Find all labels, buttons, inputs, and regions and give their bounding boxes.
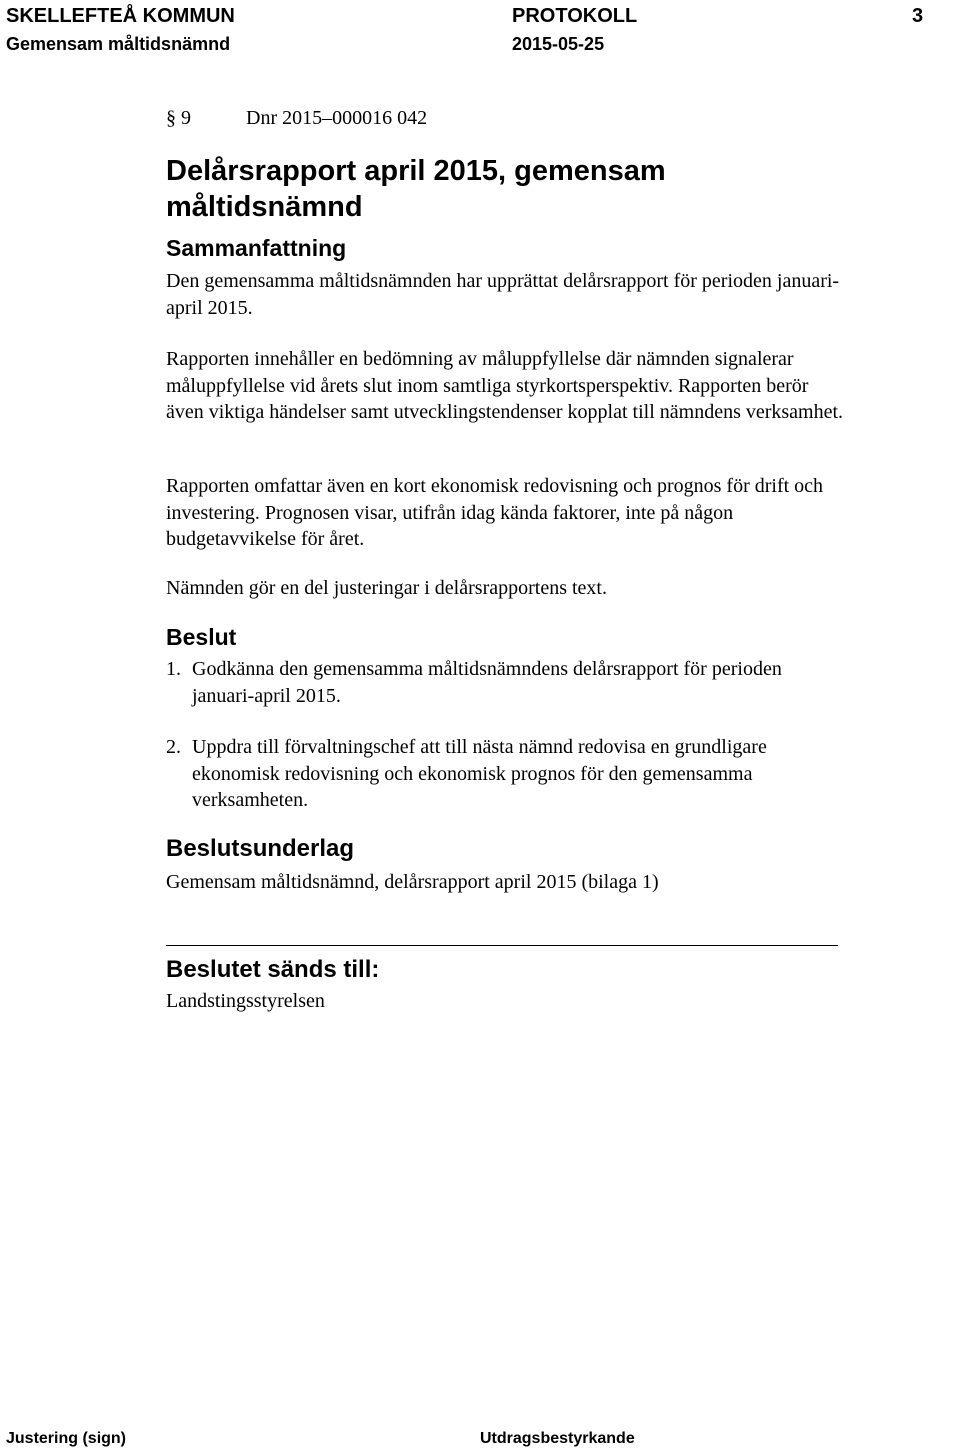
summary-heading: Sammanfattning — [166, 235, 347, 261]
organization-name: SKELLEFTEÅ KOMMUN — [6, 5, 235, 27]
recipients-heading: Beslutet sänds till: — [166, 956, 380, 983]
decision-item-text: Godkänna den gemensamma måltidsnämndens delårsrapport för perioden januari-april 2015. — [192, 658, 782, 707]
decision-heading: Beslut — [166, 624, 237, 650]
summary-paragraph-2: Rapporten innehåller en bedömning av måluppfyllelse där nämnden signalerar måluppfyllelse vid årets slut inom samtliga styrkortsperspektiv. Rapporten berör även viktiga händelser samt utvecklingstendenser kopplat till nämndens verksamhet. — [166, 348, 844, 423]
decision-item-number: 2. — [166, 736, 181, 758]
decision-item-text: Uppdra till förvaltningschef att till nästa nämnd redovisa en grundligare ekonomisk redovisning och ekonomisk prognos för den gemensamma verksamheten. — [192, 736, 767, 811]
page-title: Delårsrapport april 2015, gemensam måltidsnämnd — [166, 155, 666, 223]
section-symbol: § — [166, 107, 176, 129]
summary-paragraph-3: Rapporten omfattar även en kort ekonomisk redovisning och prognos för drift och investering. Prognosen visar, utifrån idag kända faktorer, inte på någon budgetavvikelse för året. — [166, 475, 824, 550]
footer-utdragsbestyrkande-label: Utdragsbestyrkande — [480, 1430, 635, 1447]
recipient-name: Landstingsstyrelsen — [166, 990, 325, 1012]
diary-number: Dnr 2015–000016 042 — [246, 107, 428, 129]
committee-name: Gemensam måltidsnämnd — [6, 34, 231, 54]
decision-item-number: 1. — [166, 658, 181, 680]
footer-justering-label: Justering (sign) — [6, 1430, 127, 1447]
summary-paragraph-4: Nämnden gör en del justeringar i delårsrapportens text. — [166, 577, 607, 599]
meeting-date: 2015-05-25 — [512, 34, 605, 54]
page-number: 3 — [912, 5, 924, 27]
decision-basis-text: Gemensam måltidsnämnd, delårsrapport april 2015 (bilaga 1) — [166, 871, 659, 893]
decision-basis-heading: Beslutsunderlag — [166, 835, 355, 862]
separator-line — [166, 945, 838, 946]
summary-paragraph-1: Den gemensamma måltidsnämnden har upprättat delårsrapport för perioden januari-april 2015. — [166, 270, 840, 319]
section-number: 9 — [181, 107, 191, 129]
document-type: PROTOKOLL — [512, 5, 638, 27]
